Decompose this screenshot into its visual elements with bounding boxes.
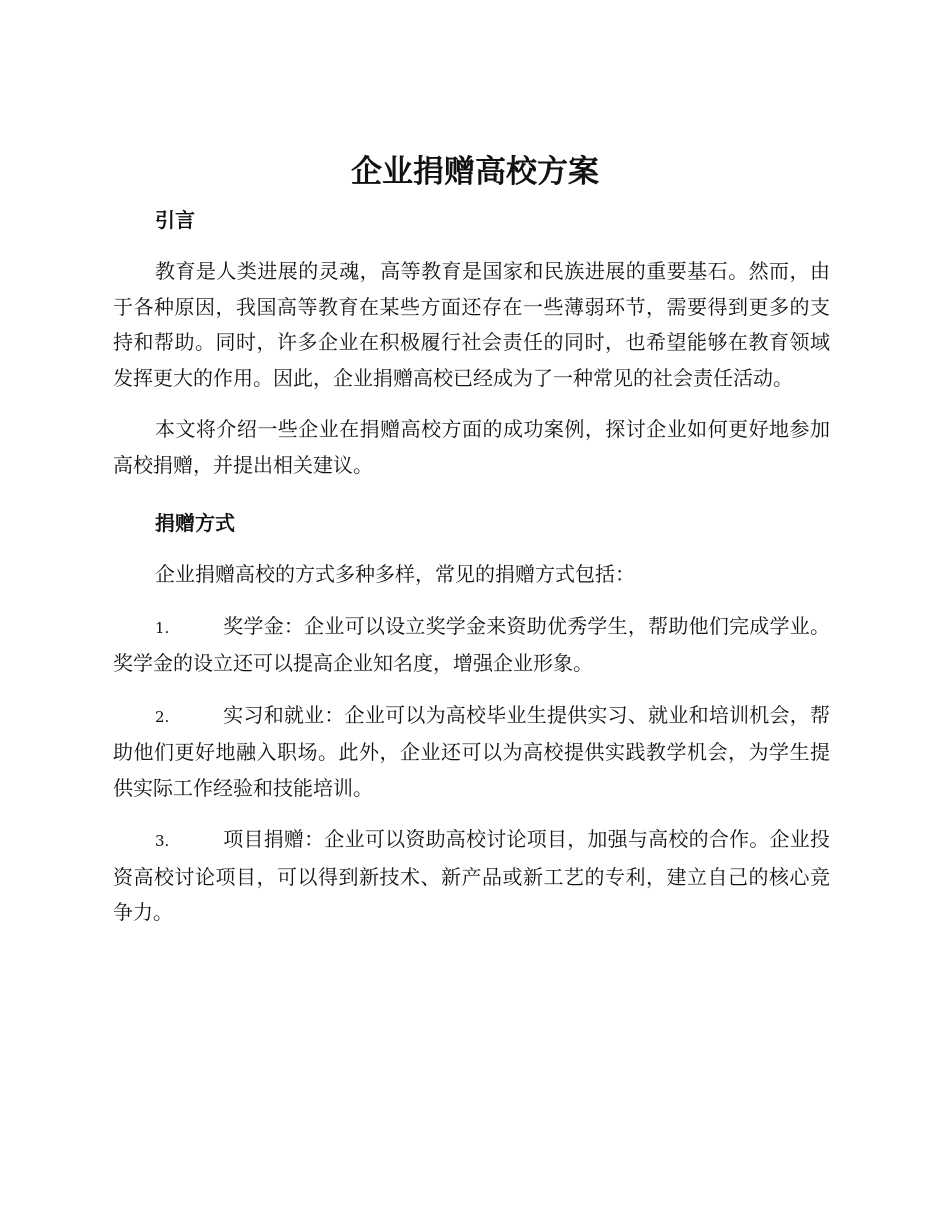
paragraph: 教育是人类进展的灵魂，高等教育是国家和民族进展的重要基石。然而，由于各种原因，我国高等教育在某些方面还存在一些薄弱环节，需要得到更多的支持和帮助。同时，许多企业在积极履行社会责任的同时，也希望能够在教育领域发挥更大的作用。因此，企业捐赠高校已经成为了一种常见的社会责任活动。 bbox=[113, 259, 830, 390]
list-item-text: 项目捐赠：企业可以资助高校讨论项目，加强与高校的合作。企业投资高校讨论项目，可以得到新技术、新产品或新工艺的专利，建立自己的核心竞争力。 bbox=[113, 827, 830, 924]
section-heading-introduction: 引言 bbox=[155, 208, 195, 232]
paragraph-intro: 企业捐赠高校的方式多种多样，常见的捐赠方式包括： bbox=[155, 562, 635, 586]
list-item bbox=[113, 822, 830, 931]
list-item bbox=[113, 609, 830, 682]
paragraph: 本文将介绍一些企业在捐赠高校方面的成功案例，探讨企业如何更好地参加高校捐赠，并提出相关建议。 bbox=[113, 417, 830, 477]
list-item-number: 3. bbox=[155, 832, 170, 850]
section-heading-donation-methods: 捐赠方式 bbox=[155, 511, 235, 535]
list-item bbox=[113, 698, 830, 807]
list-item-text: 奖学金：企业可以设立奖学金来资助优秀学生，帮助他们完成学业。奖学金的设立还可以提高企业知名度，增强企业形象。 bbox=[113, 613, 830, 675]
document-title: 企业捐赠高校方案 bbox=[351, 154, 599, 190]
document-body bbox=[113, 196, 830, 947]
list-item-number: 2. bbox=[155, 707, 170, 726]
list-item-text: 实习和就业：企业可以为高校毕业生提供实习、就业和培训机会，帮助他们更好地融入职场。此外，企业还可以为高校提供实践教学机会，为学生提供实际工作经验和技能培训。 bbox=[113, 702, 830, 800]
list-item-number: 1. bbox=[155, 618, 170, 637]
